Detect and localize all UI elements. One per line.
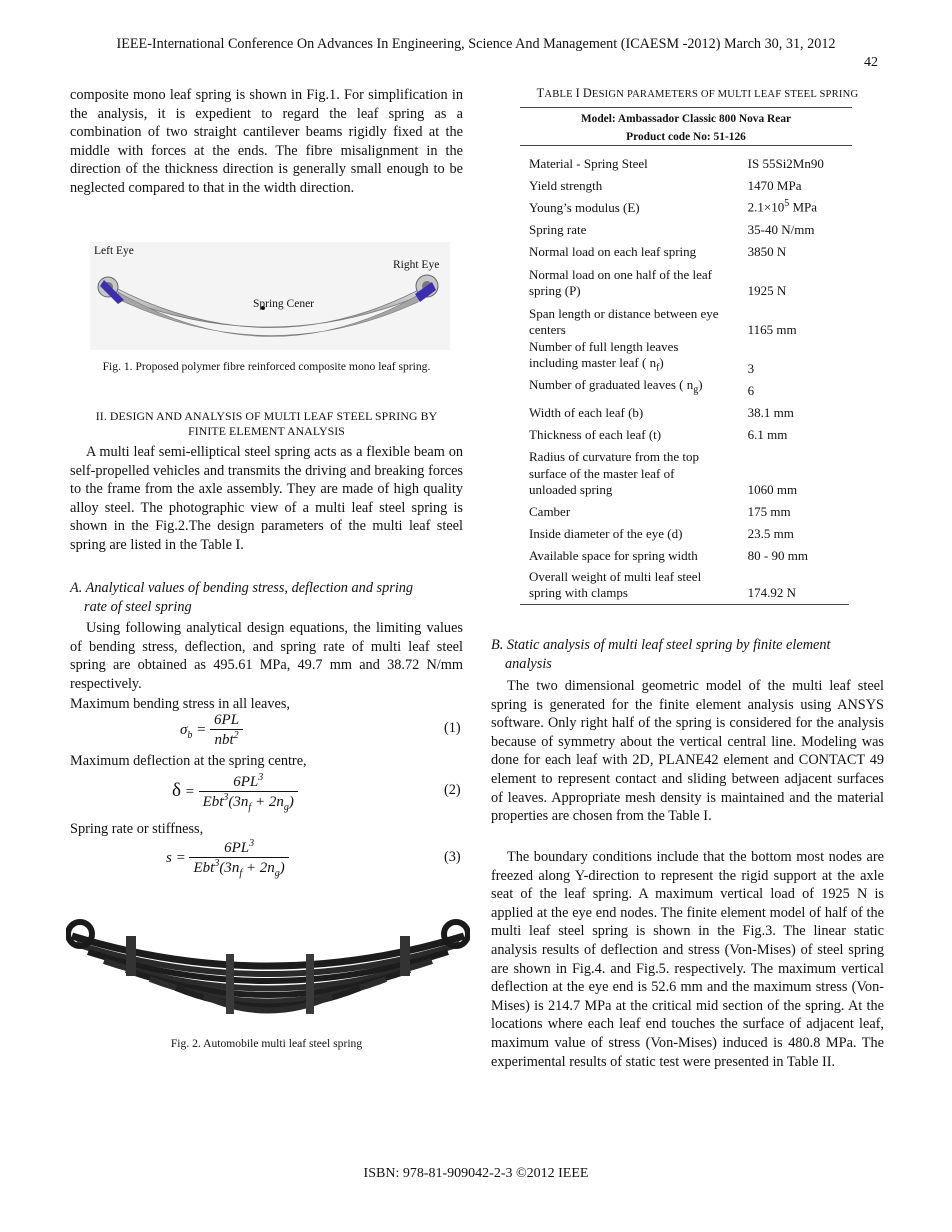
table-row <box>520 216 849 238</box>
subsection-b-paragraph-1: The two dimensional geometric model of the multi leaf steel spring is generated for the finite element analysis using ANSYS software. Only right half of the spring is considered for the analysis because of symmetry about the vertical central line. Modeling was done for each leaf with 2D, PLANE42 element and CONTACT 49 element to represent contact and sliding between adjacent surfaces of leaves. Appropriate mesh density is maintained and the material properties are chosen from the Table I. <box>491 678 884 825</box>
figure-2 <box>66 906 470 1026</box>
table-row <box>520 443 849 498</box>
table1-title-rest: ESIGN PARAMETERS OF MULTI LEAF STEEL SPRING <box>591 89 859 100</box>
table-cell-param: Available space for spring width <box>529 547 698 563</box>
eq2-number: (2) <box>444 782 461 798</box>
table-cell-param: Normal load on one half of the leaf spring (P) <box>529 266 713 298</box>
table-row <box>520 299 849 338</box>
youngs-value: 2.1×10 <box>747 199 785 215</box>
fig1-label-left-eye: Left Eye <box>94 245 134 257</box>
subsection-a-paragraph: Using following analytical design equations, the limiting values of bending stress, deflection, and spring rate of multi leaf steel spring are obtained as 495.61 MPa, 49.7 mm and 38.72 N/mm respectively. <box>70 620 463 692</box>
table-cell-value: 35-40 N/mm <box>747 221 815 237</box>
section2-title-line1: II. DESIGN AND ANALYSIS OF MULTI LEAF STEEL SPRING BY <box>95 409 438 423</box>
table-cell-value: 174.92 N <box>747 585 797 601</box>
section2-title <box>70 409 463 439</box>
multi-leaf-spring-image <box>66 906 470 1026</box>
subsection-b-paragraph-2: The boundary conditions include that the bottom most nodes are freezed along Y-direction to represent the rigid support at the axle seat of the leaf spring. A maximum vertical load of 1925 N is applied at the eye end nodes. The finite element model of half of the multi leaf steel spring is shown in the Fig.3. The linear static analysis results of deflection and stress (Von-Mises) of steel spring are shown in Fig.4. and Fig.5. respectively. The maximum vertical deflection at the eye end is 52.6 mm and the maximum stress (Von-Mises) is 214.7 MPa at the critical mid section of the spring. At the locations where each leaf end touches the surface of adjacent leaf, maximum value of stress (Von-Mises) induced is 480.8 MPa. The experimental results of static test were presented in Table II. <box>491 849 884 1070</box>
subsection-b-line2: analysis <box>505 655 552 672</box>
table-cell-value: 6 <box>747 382 755 398</box>
table1-body <box>520 150 849 605</box>
table-cell-value: 3850 N <box>747 243 787 259</box>
table1-title-roman: I <box>575 86 580 100</box>
table-cell-value: 3 <box>747 360 755 376</box>
table-row <box>520 172 849 194</box>
page-number: 42 <box>864 55 878 70</box>
table-cell-value: 1165 mm <box>747 321 797 337</box>
subsection-a-line1: A. Analytical values of bending stress, deflection and spring <box>70 580 414 596</box>
subsection-a-heading <box>70 579 463 616</box>
fig2-caption: Fig. 2. Automobile multi leaf steel spring <box>170 1037 363 1050</box>
fig1-label-right-eye: Right Eye <box>393 259 440 271</box>
table-cell-value: 6.1 mm <box>747 426 788 442</box>
equation-1: $\sigma_b$ = $\frac{6PL}{nbt^2}$ <box>180 712 243 749</box>
section2-paragraph: A multi leaf semi-elliptical steel spring acts as a flexible beam on self-propelled vehicles and transmits the driving and breaking forces to the frame from the axle assembly. They are made of high quality alloy steel. The photographic view of a multi leaf steel spring is shown in the Fig.2.The design parameters of the multi leaf steel spring are listed in the Table I. <box>70 444 463 553</box>
table-cell-value: 1470 MPa <box>747 177 802 193</box>
table-cell-param: Thickness of each leaf (t) <box>529 426 662 442</box>
table-cell-value: IS 55Si2Mn90 <box>747 155 824 171</box>
table-row <box>520 542 849 564</box>
subsection-b-heading <box>491 636 891 673</box>
table-cell-param: Number of full length leaves including master leaf ( $n_f$) <box>529 339 679 374</box>
table1 <box>520 107 852 605</box>
table-cell-param: Radius of curvature from the top surface of the master leaf of unloaded spring <box>529 449 700 497</box>
equation-3: s = $\frac{6PL^3}{Ebt^3(3n_f + 2n_g)}$ <box>166 838 289 879</box>
table-row <box>520 338 849 377</box>
section2-title-line2: FINITE ELEMENT ANALYSIS <box>188 423 345 438</box>
table-row <box>520 498 849 520</box>
table-row <box>520 377 849 399</box>
intro-paragraph: composite mono leaf spring is shown in Fig.1. For simplification in the analysis, it is expedient to regard the leaf spring as a combination of two straight cantilever beams rigidly fixed at the middle with forces at the ends. The fibre misalignment in the direction of the thickness direction is generally small enough to be neglected compared to that in the width direction. <box>70 87 463 196</box>
table-row <box>520 520 849 542</box>
table-cell-value: 23.5 mm <box>747 525 794 541</box>
table-cell-param: Inside diameter of the eye (d) <box>529 525 683 541</box>
table-cell-value: 1060 mm <box>747 481 798 497</box>
fig1-caption: Fig. 1. Proposed polymer fibre reinforced composite mono leaf spring. <box>102 360 431 373</box>
eq3-label: Spring rate or stiffness, <box>70 821 204 837</box>
eq1-label: Maximum bending stress in all leaves, <box>70 696 290 712</box>
subsection-b-line1: B. Static analysis of multi leaf steel spring by finite element <box>491 637 831 653</box>
table1-title-able: ABLE <box>544 89 576 100</box>
ng-subscript: g <box>693 384 699 396</box>
table-cell-param: Camber <box>529 503 571 519</box>
table-row <box>520 421 849 443</box>
full-leaves-label: Number of full length leaves including master leaf ( n <box>529 339 679 371</box>
table-cell-param: Material - Spring Steel <box>529 155 648 171</box>
table-cell-value: 38.1 mm <box>747 404 794 420</box>
table-cell-param: Young’s modulus (E) <box>529 199 640 215</box>
youngs-unit: MPa <box>789 199 818 215</box>
table1-header-model: Model: Ambassador Classic 800 Nova Rear <box>580 113 792 125</box>
eq2-label: Maximum deflection at the spring centre, <box>70 753 307 769</box>
nf-subscript: f <box>656 362 660 374</box>
table-row <box>520 194 849 216</box>
table-cell-value: 175 mm <box>747 503 791 519</box>
table-row <box>520 564 849 604</box>
figure-1 <box>90 242 450 350</box>
table-row <box>520 260 849 299</box>
youngs-exponent: 5 <box>784 198 790 210</box>
table-row <box>520 399 849 421</box>
table1-title <box>491 86 904 101</box>
table-cell-param: Number of graduated leaves ( $n_g$) <box>529 377 703 396</box>
table-cell-param: Yield strength <box>529 177 603 193</box>
table-cell-param: Normal load on each leaf spring <box>529 243 697 259</box>
isbn-footer: ISBN: 978-81-909042-2-3 ©2012 IEEE <box>363 1166 589 1181</box>
table1-title-t: T <box>536 86 545 100</box>
table1-title-d: D <box>582 86 592 100</box>
table-cell-param: Spring rate <box>529 221 587 237</box>
table-cell-value <box>748 194 849 216</box>
equation-2: δ = $\frac{6PL^3}{Ebt^3(3n_f + 2n_g)}$ <box>172 772 298 813</box>
fig1-label-spring-center: Spring Cener <box>253 298 315 310</box>
table-cell-value: 80 - 90 mm <box>747 547 808 563</box>
eq3-number: (3) <box>444 849 461 865</box>
subsection-a-line2: rate of steel spring <box>84 598 192 615</box>
table1-header-product: Product code No: 51-126 <box>626 131 746 143</box>
table-cell-param: Width of each leaf (b) <box>529 404 644 420</box>
table-cell-value: 1925 N <box>747 282 787 298</box>
eq1-number: (1) <box>444 720 461 736</box>
conference-header: IEEE-International Conference On Advances In Engineering, Science And Management (ICAESM -2012) March 30, 31, 2012 <box>116 36 836 52</box>
table-cell-param: Overall weight of multi leaf steel spring with clamps <box>529 569 702 601</box>
table-row <box>520 150 849 172</box>
table-row <box>520 238 849 260</box>
graduated-leaves-label: Number of graduated leaves ( n <box>529 377 694 393</box>
table1-header <box>520 107 852 146</box>
table-cell-param: Span length or distance between eye centers <box>529 305 719 337</box>
